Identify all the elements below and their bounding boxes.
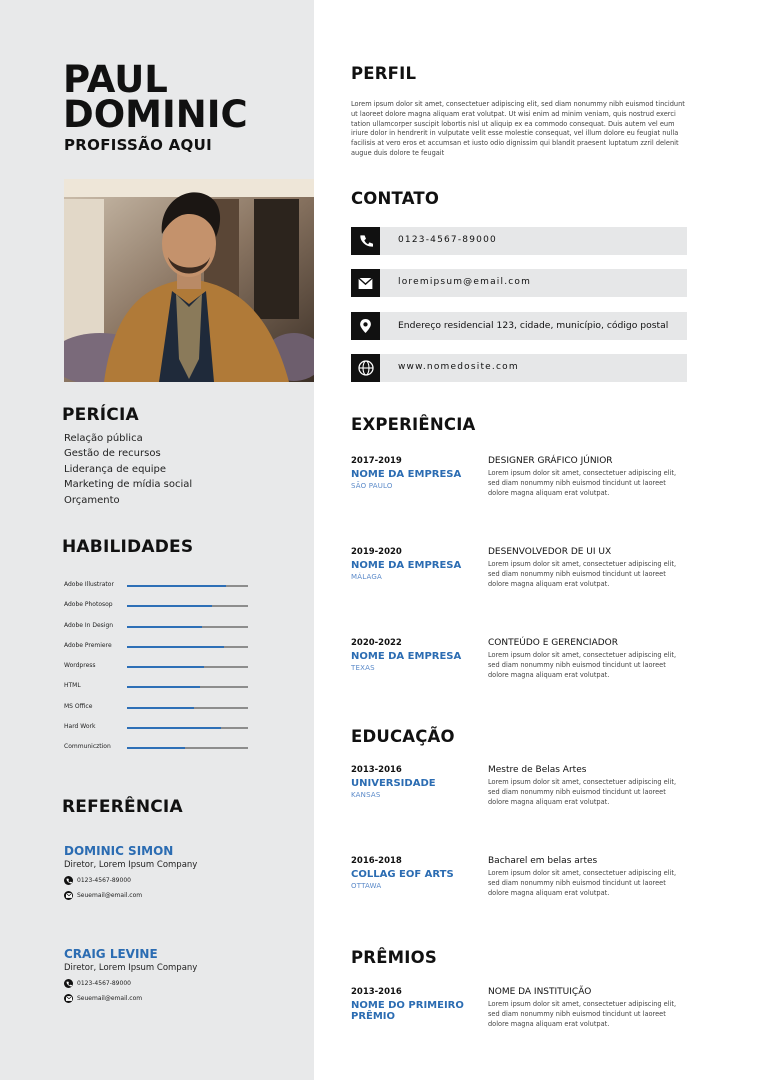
expertise-heading: PERÍCIA (62, 405, 139, 425)
reference-phone (64, 876, 304, 885)
reference-card (64, 844, 304, 900)
entry-location: KANSAS (351, 791, 381, 799)
skill-label: Hard Work (64, 723, 96, 731)
reference-name: DOMINIC SIMON (64, 844, 174, 858)
entry-years: 2020-2022 (351, 638, 402, 648)
reference-email-text[interactable]: Seuemail@email.com (77, 995, 143, 1002)
profile-photo (64, 179, 314, 382)
profile-text: Lorem ipsum dolor sit amet, consectetuer adipiscing elit, sed diam nonummy nibh euismod tincidunt ut laoreet dolore magna aliquam erat volutpat. Ut wisi enim ad minim veniam, quis nostrud exerci tation ullamcorper suscipit lobortis nisl ut aliquip ex ea commodo consequat. Duis autem vel eum iriure dolor in hendrerit in vulputate velit esse molestie consequat, vel illum dolore eu feugiat nulla facilisis at vero eros et accumsan et iusto odio dignissim qui blandit praesent luptatum zzril delenit augue duis dolore te feugait (351, 100, 685, 157)
skill-row (64, 581, 250, 601)
education-heading: EDUCAÇÃO (351, 727, 455, 746)
skill-bars (64, 581, 250, 764)
skill-bar-track (127, 626, 248, 628)
skill-label: HTML (64, 682, 81, 690)
entry-location: OTTAWA (351, 882, 382, 890)
entry-company: NOME DA EMPRESA (351, 469, 462, 480)
skill-bar-fill (127, 666, 204, 668)
reference-card (64, 947, 304, 1003)
reference-phone-text: 0123-4567-89000 (77, 980, 131, 987)
skill-bar-track (127, 605, 248, 607)
skill-bar-track (127, 646, 248, 648)
entry-school: UNIVERSIDADE (351, 778, 436, 789)
skills-heading: HABILIDADES (62, 537, 194, 557)
skill-bar-fill (127, 646, 224, 648)
skill-label: Adobe Premiere (64, 641, 112, 649)
entry-title: CONTEÚDO E GERENCIADOR (488, 638, 618, 648)
skill-row (64, 703, 250, 723)
entry-title: Bacharel em belas artes (488, 856, 598, 866)
contact-address: Endereço residencial 123, cidade, município, código postal (398, 320, 669, 331)
skill-bar-track (127, 747, 248, 749)
skill-bar-fill (127, 605, 212, 607)
globe-icon (351, 354, 380, 382)
skill-bar-track (127, 666, 248, 668)
skill-row (64, 601, 250, 621)
entry-award: NOME DO PRIMEIRO PRÊMIO (351, 1000, 464, 1022)
entry-company: NOME DA EMPRESA (351, 560, 462, 571)
first-name: PAUL (63, 58, 168, 101)
skill-label: Adobe Photosop (64, 601, 113, 609)
skill-label: Adobe Illustrator (64, 581, 114, 588)
entry-title: Mestre de Belas Artes (488, 765, 587, 775)
entry-title: NOME DA INSTITUIÇÃO (488, 987, 592, 997)
skill-bar-fill (127, 626, 202, 628)
reference-email (64, 891, 304, 900)
entry-description: Lorem ipsum dolor sit amet, consectetuer adipiscing elit, sed diam nonummy nibh euismod tincidunt ut laoreet dolore magna aliquam erat volutpat. (488, 651, 677, 679)
skill-row (64, 743, 250, 763)
skill-label: MS Office (64, 702, 93, 710)
entry-description: Lorem ipsum dolor sit amet, consectetuer adipiscing elit, sed diam nonummy nibh euismod tincidunt ut laoreet dolore magna aliquam erat volutpat. (488, 778, 677, 806)
full-name (63, 58, 248, 136)
experience-heading: EXPERIÊNCIA (351, 415, 476, 434)
skill-row (64, 682, 250, 702)
entry-years: 2013-2016 (351, 765, 402, 775)
reference-role: Diretor, Lorem Ipsum Company (64, 860, 198, 870)
skill-bar-fill (127, 747, 185, 749)
skill-row (64, 662, 250, 682)
entry-description: Lorem ipsum dolor sit amet, consectetuer adipiscing elit, sed diam nonummy nibh euismod tincidunt ut laoreet dolore magna aliquam erat volutpat. (488, 1000, 677, 1028)
entry-description: Lorem ipsum dolor sit amet, consectetuer adipiscing elit, sed diam nonummy nibh euismod tincidunt ut laoreet dolore magna aliquam erat volutpat. (488, 560, 677, 588)
contact-phone-row (351, 227, 687, 255)
reference-role: Diretor, Lorem Ipsum Company (64, 963, 198, 973)
entry-title: DESENVOLVEDOR DE UI UX (488, 547, 612, 557)
contact-website[interactable]: www.nomedosite.com (398, 362, 519, 372)
entry-years: 2017-2019 (351, 456, 402, 466)
skill-label: Adobe In Design (64, 621, 114, 629)
reference-phone (64, 979, 304, 988)
entry-location: MÁLAGA (351, 573, 382, 581)
last-name: DOMINIC (63, 93, 248, 136)
profession: PROFISSÃO AQUI (64, 136, 212, 154)
skill-label: Communicztion (64, 743, 111, 751)
skill-row (64, 723, 250, 743)
contact-heading: CONTATO (351, 189, 440, 208)
contact-email[interactable]: loremipsum@email.com (398, 277, 532, 287)
reference-email (64, 994, 304, 1003)
skill-bar-track (127, 707, 248, 709)
expertise-list (64, 431, 192, 508)
skill-bar-track (127, 727, 248, 729)
entry-school: COLLAG EOF ARTS (351, 869, 454, 880)
skill-bar-track (127, 585, 248, 587)
entry-years: 2016-2018 (351, 856, 402, 866)
skill-row (64, 622, 250, 642)
skill-bar-fill (127, 686, 200, 688)
profile-heading: PERFIL (351, 64, 417, 83)
skill-row (64, 642, 250, 662)
contact-email-row (351, 269, 687, 297)
entry-company: NOME DA EMPRESA (351, 651, 462, 662)
reference-name: CRAIG LEVINE (64, 947, 158, 961)
portrait-illustration (64, 179, 314, 382)
mail-icon (351, 269, 380, 297)
contact-phone: 0123-4567-89000 (398, 235, 497, 245)
mail-icon (64, 891, 73, 900)
entry-years: 2013-2016 (351, 987, 402, 997)
reference-phone-text: 0123-4567-89000 (77, 877, 131, 884)
skill-bar-fill (127, 585, 226, 587)
entry-description: Lorem ipsum dolor sit amet, consectetuer adipiscing elit, sed diam nonummy nibh euismod tincidunt ut laoreet dolore magna aliquam erat volutpat. (488, 469, 677, 497)
list-item: Gestão de recursos (64, 448, 161, 460)
skill-label: Wordpress (64, 662, 96, 670)
phone-icon (64, 979, 73, 988)
location-pin-icon (351, 312, 380, 340)
phone-icon (351, 227, 380, 255)
list-item: Relação pública (64, 433, 143, 444)
list-item: Orçamento (64, 494, 120, 506)
reference-heading: REFERÊNCIA (62, 797, 183, 817)
reference-email-text[interactable]: Seuemail@email.com (77, 892, 143, 899)
skill-bar-track (127, 686, 248, 688)
contact-website-row (351, 354, 687, 382)
entry-description: Lorem ipsum dolor sit amet, consectetuer adipiscing elit, sed diam nonummy nibh euismod tincidunt ut laoreet dolore magna aliquam erat volutpat. (488, 869, 677, 897)
entry-title: DESIGNER GRÁFICO JÚNIOR (488, 456, 613, 466)
mail-icon (64, 994, 73, 1003)
entry-location: TEXAS (351, 664, 375, 672)
entry-location: SÃO PAULO (351, 482, 393, 490)
skill-bar-fill (127, 707, 194, 709)
list-item: Liderança de equipe (64, 463, 167, 475)
entry-years: 2019-2020 (351, 547, 402, 557)
list-item: Marketing de mídia social (64, 479, 193, 491)
skill-bar-fill (127, 727, 221, 729)
awards-heading: PRÊMIOS (351, 948, 437, 967)
contact-address-row (351, 312, 687, 340)
phone-icon (64, 876, 73, 885)
